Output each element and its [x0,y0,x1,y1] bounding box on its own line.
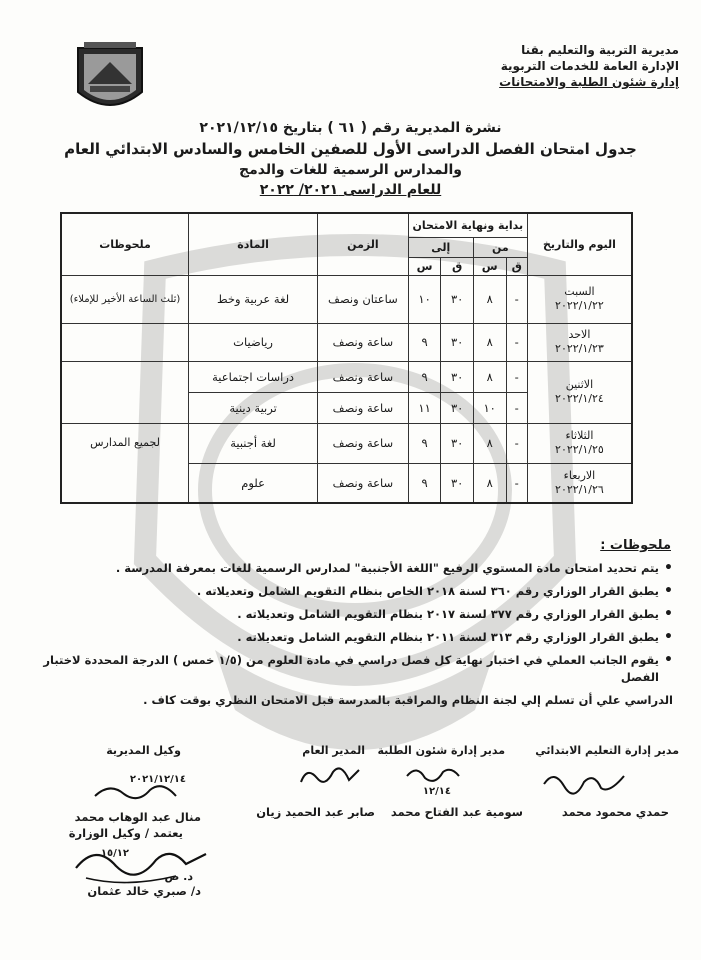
document-titles [60,118,641,200]
exam-schedule-table [60,212,633,504]
duration: ساعة ونصف [318,463,409,503]
table-row [61,275,632,323]
exam-date: ٢٠٢٢/١/٢٤ [555,392,604,405]
table-row [61,423,632,463]
day-name: الاربعاء [563,468,596,482]
header-s: س [408,257,441,275]
note-item: • يطبق القرار الوزاري رقم ٣١٣ لسنة ٢٠١١ بنظام التقويم الشامل وتعديلاته . [23,629,673,646]
bulletin-number: نشرة المديرية رقم ( ٦١ ) بتاريخ ٢٠٢١/١٢/١٥ [199,120,502,136]
signature-title: المدير العام [302,744,365,757]
document-title: جدول امتحان الفصل الدراسى الأول للصفين الخامس والسادس الابتدائي العام [64,140,637,158]
subject: علوم [189,463,318,503]
notes-heading: ملحوظات : [600,538,671,553]
signature-affairs-manager [378,744,506,757]
ministry-logo-icon [70,40,150,118]
day-date-cell [527,423,632,463]
header-s: س [473,257,506,275]
notes-list [23,560,673,715]
handwritten-signature-icon [66,838,216,890]
signature-date: ٢٠٢١/١٢/١٤ [129,774,186,785]
signature-primary-manager-name: حمدي محمود محمد [561,805,669,819]
signature-affairs-manager-name: سومية عبد الفتاح محمد [390,805,523,819]
row-note: (ثلث الساعة الأخير للإملاء) [61,275,189,323]
duration: ساعتان ونصف [318,275,409,323]
from-hour: ٨ [473,423,506,463]
header-line: مديرية التربية والتعليم بقنا [521,43,679,57]
day-name: الاحد [568,328,591,341]
row-note [61,361,189,423]
day-date-cell [527,275,632,323]
note-item: • يتم تحديد امتحان مادة المستوي الرفيع "اللغة الأجنبية" لمدارس الرسمية للغات بمعرفة المدرسة . [23,560,673,577]
header-q: ق [441,257,473,275]
schools-subtitle: والمدارس الرسمية للغات والدمج [239,162,462,178]
from-minutes: - [506,423,527,463]
to-hour: ١١ [408,392,441,423]
exam-date: ٢٠٢٢/١/٢٦ [555,482,604,496]
to-minutes: ٣٠ [441,463,473,503]
duration: ساعة ونصف [318,323,409,361]
day-name: الثلاثاء [565,429,594,442]
signature-title: وكيل المديرية [106,744,181,757]
exam-date: ٢٠٢٢/١/٢٥ [555,443,604,456]
from-minutes: - [506,392,527,423]
from-minutes: - [506,361,527,392]
signature-initials: د. ص [164,870,193,883]
header-subject: المادة [189,213,318,275]
note-item: • يطبق القرار الوزاري رقم ٣٦٠ لسنة ٢٠١٨ الخاص بنظام التقويم الشامل وتعديلاته . [23,583,673,600]
header-line: إدارة شئون الطلبة والامتحانات [499,75,679,89]
table-row [61,361,632,392]
exam-date: ٢٠٢٢/١/٢٣ [555,342,604,355]
to-minutes: ٣٠ [441,323,473,361]
header-q: ق [506,257,527,275]
subject: رياضيات [189,323,318,361]
to-hour: ٩ [408,323,441,361]
from-hour: ١٠ [473,392,506,423]
note-item: • يطبق القرار الوزاري رقم ٣٧٧ لسنة ٢٠١٧ بنظام التقويم الشامل وتعديلاته . [23,606,673,623]
duration: ساعة ونصف [318,423,409,463]
header-day: اليوم والتاريخ [527,213,632,275]
header-to: إلى [408,237,473,257]
to-hour: ١٠ [408,275,441,323]
day-date-cell [527,323,632,361]
handwritten-signature-icon [90,778,180,806]
day-name: السبت [564,285,595,298]
to-minutes: ٣٠ [441,275,473,323]
undersecretary-name: د/ صبري خالد عثمان [87,884,201,898]
exam-date: ٢٠٢٢/١/٢٢ [555,299,604,312]
handwritten-signature-icon [295,760,365,790]
handwritten-signature-icon [539,764,629,800]
note-item: • يقوم الجانب العملي في اختبار نهاية كل فصل دراسي في مادة العلوم من (١/٥ خمس ) الدرجة المحددة لاختبار الفصل [23,652,673,686]
header-time: الزمن [318,213,409,275]
duration: ساعة ونصف [318,392,409,423]
row-note: لجميع المدارس [61,423,189,503]
row-note [61,323,189,361]
day-date-cell [527,463,632,503]
header-notes: ملحوظات [61,213,189,275]
signature-general-manager-name: صابر عبد الحميد زيان [256,805,375,819]
subject: لغة أجنبية [189,423,318,463]
header-start-end: بداية ونهاية الامتحان [408,213,527,237]
subject: تربية دينية [189,392,318,423]
to-hour: ٩ [408,423,441,463]
academic-year: للعام الدراسى ٢٠٢١/ ٢٠٢٢ [259,182,442,198]
to-minutes: ٣٠ [441,423,473,463]
note-item-continuation: الدراسي علي أن تسلم إلي لجنة النظام والمراقبة بالمدرسة قبل الامتحان النظري بوقت كاف . [143,693,673,707]
from-minutes: - [506,463,527,503]
day-name: الاثنين [565,378,594,391]
table-row [61,323,632,361]
from-hour: ٨ [473,323,506,361]
approval-label: يعتمد / وكيل الوزارة [68,826,183,840]
signature-primary-manager [535,744,679,757]
handwritten-signature-icon [403,762,463,788]
to-hour: ٩ [408,361,441,392]
subject: لغة عربية وخط [189,275,318,323]
to-minutes: ٣٠ [441,392,473,423]
to-hour: ٩ [408,463,441,503]
signature-date: ١٢/١٤ [422,786,451,797]
header-line: الإدارة العامة للخدمات التربوية [500,59,679,73]
signature-general-manager [302,744,365,757]
signature-date: ١٥/١٢ [100,848,129,859]
day-date-cell [527,361,632,423]
table-header-row [61,213,632,237]
signature-deputy-name: منال عبد الوهاب محمد [74,810,201,824]
signature-title: مدير إدارة شئون الطلبة [377,744,505,757]
to-minutes: ٣٠ [441,361,473,392]
signature-deputy [106,744,181,757]
from-hour: ٨ [473,361,506,392]
directorate-header [449,42,679,90]
subject: دراسات اجتماعية [189,361,318,392]
from-minutes: - [506,323,527,361]
signature-title: مدير إدارة التعليم الابتدائي [535,744,679,757]
from-hour: ٨ [473,275,506,323]
from-minutes: - [506,275,527,323]
from-hour: ٨ [473,463,506,503]
duration: ساعة ونصف [318,361,409,392]
header-from: من [473,237,527,257]
